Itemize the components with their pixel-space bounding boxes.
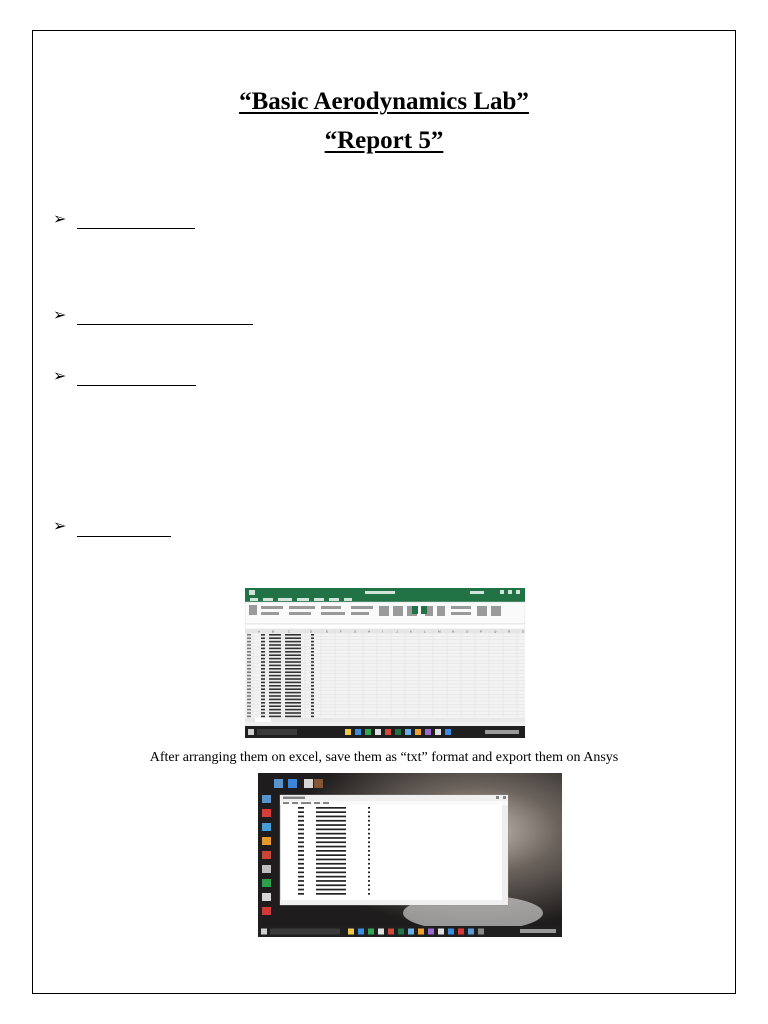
screenshot-caption: After arranging them on excel, save them as “txt” format and export them on Ansys [149, 750, 619, 765]
svg-text:J: J [396, 629, 398, 634]
document-subtitle [0, 127, 768, 155]
svg-text:Q: Q [494, 629, 497, 634]
blank-heading-line [77, 324, 253, 325]
svg-text:S: S [522, 629, 525, 634]
title-line-1: “Basic Aerodynamics Lab” [239, 88, 529, 115]
svg-text:R: R [508, 629, 511, 634]
svg-text:F: F [340, 629, 342, 634]
svg-text:M: M [438, 629, 441, 634]
svg-text:H: H [368, 629, 371, 634]
svg-text:C: C [288, 629, 291, 634]
document-title [0, 88, 768, 116]
bullet-arrow-icon: ➢ [53, 368, 67, 385]
blank-heading-line [77, 228, 195, 229]
bullet-arrow-icon: ➢ [53, 307, 67, 324]
svg-text:G: G [354, 629, 357, 634]
excel-screenshot [245, 588, 525, 738]
svg-text:L: L [424, 629, 426, 634]
bullet-arrow-icon: ➢ [53, 518, 67, 535]
svg-text:D: D [310, 629, 313, 634]
notepad-screenshot [258, 773, 562, 937]
svg-text:E: E [326, 629, 329, 634]
blank-heading-line [77, 536, 171, 537]
svg-text:K: K [410, 629, 413, 634]
bullet-arrow-icon: ➢ [53, 211, 67, 228]
svg-text:O: O [466, 629, 469, 634]
blank-heading-line [77, 385, 196, 386]
title-line-2: “Report 5” [324, 127, 444, 154]
svg-text:A: A [258, 629, 261, 634]
svg-text:N: N [452, 629, 455, 634]
svg-text:B: B [272, 629, 275, 634]
svg-text:P: P [480, 629, 483, 634]
svg-text:I: I [382, 629, 383, 634]
